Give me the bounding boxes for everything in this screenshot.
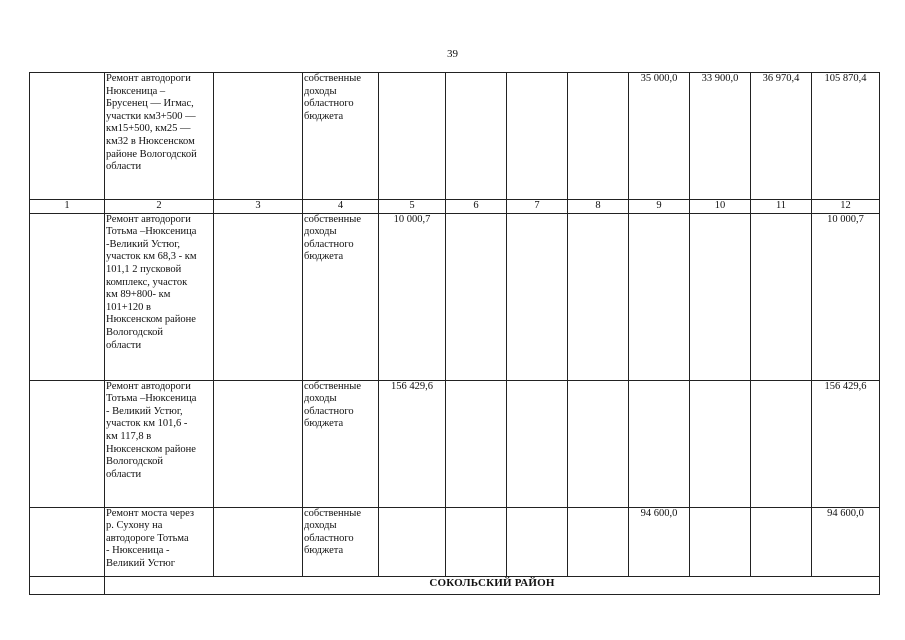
value-cell-col7 <box>507 507 568 576</box>
value-cell-col8 <box>568 213 629 380</box>
object-name-cell: Ремонт автодороги Тотьма –Нюксеница - Великий Устюг, участок км 101,6 - км 117,8 в Нюксенском районе Вологодской области <box>105 380 214 507</box>
value-cell-col10: 33 900,0 <box>690 73 751 200</box>
value-cell-col10 <box>690 507 751 576</box>
value-cell-col11 <box>751 507 812 576</box>
column-number: 5 <box>379 200 446 214</box>
row-index-cell <box>30 507 105 576</box>
object-name-cell: Ремонт автодороги Тотьма –Нюксеница -Великий Устюг, участок км 68,3 - км 101,1 2 пусковой комплекс, участок км 89+800- км 101+120 в Нюксенском районе Вологодской области <box>105 213 214 380</box>
value-cell-col6 <box>446 507 507 576</box>
object-name-cell: Ремонт моста через р. Сухону на автодороге Тотьма - Нюксеница - Великий Устюг <box>105 507 214 576</box>
value-cell-col9 <box>629 380 690 507</box>
row-index-cell <box>30 213 105 380</box>
column-number: 10 <box>690 200 751 214</box>
row-index-cell <box>30 380 105 507</box>
row-index-cell <box>30 576 105 594</box>
value-cell-col6 <box>446 73 507 200</box>
value-cell-col9: 35 000,0 <box>629 73 690 200</box>
value-cell-col8 <box>568 507 629 576</box>
value-cell-col7 <box>507 380 568 507</box>
funding-source-cell: собственные доходы областного бюджета <box>303 380 379 507</box>
value-cell-col11: 36 970,4 <box>751 73 812 200</box>
value-cell-col6 <box>446 213 507 380</box>
column-number-row <box>30 200 880 214</box>
column-number: 12 <box>812 200 880 214</box>
total-cell: 10 000,7 <box>812 213 880 380</box>
funding-source-cell: собственные доходы областного бюджета <box>303 73 379 200</box>
column-number: 8 <box>568 200 629 214</box>
table-row <box>30 213 880 380</box>
district-header-row <box>30 576 880 594</box>
column-number: 1 <box>30 200 105 214</box>
value-cell-col10 <box>690 213 751 380</box>
budget-table <box>29 72 880 595</box>
empty-cell <box>214 507 303 576</box>
column-number: 3 <box>214 200 303 214</box>
empty-cell <box>214 380 303 507</box>
district-title: СОКОЛЬСКИЙ РАЙОН <box>105 576 880 594</box>
value-cell-col8 <box>568 380 629 507</box>
value-cell-col11 <box>751 213 812 380</box>
empty-cell <box>214 73 303 200</box>
value-cell-col5: 10 000,7 <box>379 213 446 380</box>
column-number: 2 <box>105 200 214 214</box>
value-cell-col10 <box>690 380 751 507</box>
value-cell-col6 <box>446 380 507 507</box>
total-cell: 105 870,4 <box>812 73 880 200</box>
value-cell-col8 <box>568 73 629 200</box>
table-row <box>30 507 880 576</box>
total-cell: 94 600,0 <box>812 507 880 576</box>
column-number: 11 <box>751 200 812 214</box>
row-index-cell <box>30 73 105 200</box>
value-cell-col7 <box>507 213 568 380</box>
value-cell-col9: 94 600,0 <box>629 507 690 576</box>
table-row <box>30 380 880 507</box>
column-number: 4 <box>303 200 379 214</box>
funding-source-cell: собственные доходы областного бюджета <box>303 507 379 576</box>
column-number: 9 <box>629 200 690 214</box>
column-number: 7 <box>507 200 568 214</box>
funding-source-cell: собственные доходы областного бюджета <box>303 213 379 380</box>
value-cell-col5 <box>379 73 446 200</box>
object-name-cell: Ремонт автодороги Нюксеница – Брусенец — Игмас, участки км3+500 — км15+500, км25 — км32 в Нюксенском районе Вологодской области <box>105 73 214 200</box>
value-cell-col7 <box>507 73 568 200</box>
value-cell-col9 <box>629 213 690 380</box>
value-cell-col5: 156 429,6 <box>379 380 446 507</box>
value-cell-col5 <box>379 507 446 576</box>
page-number: 39 <box>447 48 458 60</box>
total-cell: 156 429,6 <box>812 380 880 507</box>
column-number: 6 <box>446 200 507 214</box>
value-cell-col11 <box>751 380 812 507</box>
table-row <box>30 73 880 200</box>
empty-cell <box>214 213 303 380</box>
